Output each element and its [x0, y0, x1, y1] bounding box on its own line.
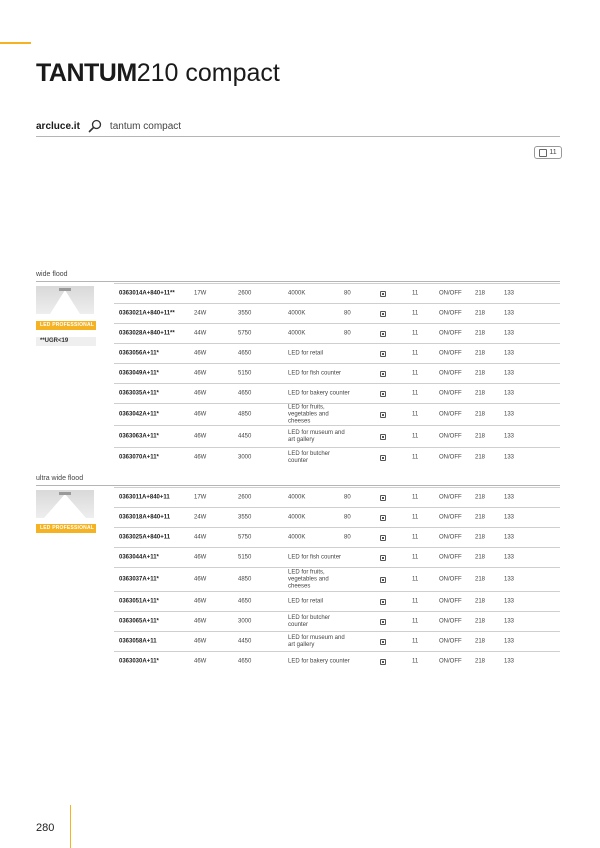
driver-type: ON/OFF	[439, 638, 462, 644]
product-code: 0363070A+11*	[119, 454, 159, 460]
driver-type: ON/OFF	[439, 290, 462, 296]
ip-rating-icon	[380, 371, 386, 377]
lumen-output: 4650	[238, 598, 252, 604]
accent-bar	[0, 42, 31, 44]
ip-rating: 11	[412, 618, 419, 624]
table-row	[114, 527, 560, 547]
title-model: 210 compact	[136, 59, 280, 87]
dimension-2: 133	[504, 290, 515, 296]
page-title	[36, 58, 280, 88]
site-row	[36, 117, 181, 135]
dimension-1: 218	[475, 514, 486, 520]
lumen-output: 4650	[238, 658, 252, 664]
wattage: 24W	[194, 310, 207, 316]
wattage: 46W	[194, 411, 207, 417]
dimension-2: 133	[504, 370, 515, 376]
color-temperature: LED for fruits, vegetables and cheeses	[288, 569, 329, 589]
table-row	[114, 383, 560, 403]
product-code: 0363030A+11*	[119, 658, 159, 664]
wattage: 46W	[194, 370, 207, 376]
ip-rating-icon	[380, 495, 386, 501]
product-code: 0363049A+11*	[119, 370, 159, 376]
driver-type: ON/OFF	[439, 411, 462, 417]
product-link[interactable]: tantum compact	[109, 120, 182, 132]
driver-type: ON/OFF	[439, 310, 462, 316]
color-temperature: 4000K	[288, 494, 306, 500]
search-icon[interactable]	[88, 119, 102, 133]
dimension-2: 133	[504, 310, 515, 316]
color-temperature: LED for butcher counter	[288, 450, 331, 464]
ip-rating-icon	[380, 555, 386, 561]
dimension-1: 218	[475, 454, 486, 460]
lumen-output: 3000	[238, 618, 252, 624]
lumen-output: 4850	[238, 576, 252, 582]
lumen-output: 3550	[238, 310, 252, 316]
color-temperature: LED for fruits, vegetables and cheeses	[288, 404, 329, 424]
dimension-2: 133	[504, 330, 515, 336]
dimension-1: 218	[475, 330, 486, 336]
badge-number: 11	[549, 149, 557, 156]
driver-type: ON/OFF	[439, 658, 462, 664]
dimension-1: 218	[475, 638, 486, 644]
product-table-wide-flood	[114, 283, 560, 467]
color-temperature: 4000K	[288, 290, 306, 296]
ip-rating: 11	[412, 370, 419, 376]
lumen-output: 5750	[238, 330, 252, 336]
ip-rating-icon	[380, 599, 386, 605]
dimension-1: 218	[475, 411, 486, 417]
cri-value: 80	[344, 290, 351, 296]
product-code: 0363018A+840+11	[119, 514, 171, 520]
ip-rating-icon	[380, 331, 386, 337]
product-code: 0363014A+840+11**	[119, 290, 175, 296]
wattage: 44W	[194, 330, 207, 336]
table-row	[114, 283, 560, 303]
driver-type: ON/OFF	[439, 330, 462, 336]
table-row	[114, 651, 560, 671]
table-row	[114, 303, 560, 323]
product-code: 0363037A+11*	[119, 576, 159, 582]
wattage: 44W	[194, 534, 207, 540]
product-code: 0363051A+11*	[119, 598, 159, 604]
driver-type: ON/OFF	[439, 576, 462, 582]
product-code: 0363021A+840+11**	[119, 310, 175, 316]
ip-rating-icon	[380, 639, 386, 645]
ip-rating-icon	[380, 412, 386, 418]
dimension-1: 218	[475, 534, 486, 540]
ip-rating-icon	[380, 535, 386, 541]
product-image-wide-flood	[36, 286, 94, 314]
driver-type: ON/OFF	[439, 454, 462, 460]
lumen-output: 2600	[238, 290, 252, 296]
table-row	[114, 547, 560, 567]
ip-rating: 11	[412, 554, 419, 560]
color-temperature: LED for fish counter	[288, 370, 342, 376]
color-temperature: 4000K	[288, 534, 306, 540]
title-brand: TANTUM	[36, 59, 137, 87]
ip-rating-icon	[380, 291, 386, 297]
product-code: 0363042A+11*	[119, 411, 159, 417]
lumen-output: 4650	[238, 350, 252, 356]
product-image-ultra-wide-flood	[36, 490, 94, 518]
cri-value: 80	[344, 310, 351, 316]
dimension-2: 133	[504, 598, 515, 604]
product-code: 0363035A+11*	[119, 390, 159, 396]
wattage: 17W	[194, 290, 207, 296]
color-temperature: LED for museum and art gallery	[288, 634, 345, 648]
dimension-2: 133	[504, 658, 515, 664]
color-temperature: LED for bakery counter	[288, 658, 350, 664]
dimension-1: 218	[475, 618, 486, 624]
color-temperature: LED for butcher counter	[288, 614, 331, 628]
product-code: 0363058A+11	[119, 638, 157, 644]
ip-rating-icon	[380, 455, 386, 461]
driver-type: ON/OFF	[439, 554, 462, 560]
ip-rating: 11	[412, 290, 419, 296]
site-link[interactable]: arcluce.it	[36, 120, 80, 132]
wattage: 46W	[194, 350, 207, 356]
color-temperature: 4000K	[288, 330, 306, 336]
ip-rating-icon	[380, 659, 386, 665]
driver-type: ON/OFF	[439, 494, 462, 500]
ip-rating-icon	[380, 434, 386, 440]
ip-rating-icon	[380, 351, 386, 357]
dimension-2: 133	[504, 411, 515, 417]
dimension-1: 218	[475, 433, 486, 439]
dimension-1: 218	[475, 494, 486, 500]
ip-rating: 11	[412, 433, 419, 439]
product-code: 0363044A+11*	[119, 554, 159, 560]
ip-rating-icon	[380, 391, 386, 397]
table-row	[114, 403, 560, 425]
ip-rating: 11	[412, 390, 419, 396]
table-row	[114, 425, 560, 447]
ip-rating: 11	[412, 576, 419, 582]
color-temperature: LED for bakery counter	[288, 390, 350, 396]
wattage: 24W	[194, 514, 207, 520]
dimension-2: 133	[504, 514, 515, 520]
wattage: 46W	[194, 554, 207, 560]
dimension-2: 133	[504, 534, 515, 540]
dimension-1: 218	[475, 598, 486, 604]
lumen-output: 4650	[238, 390, 252, 396]
color-temperature: LED for museum and art gallery	[288, 429, 345, 443]
ip-rating: 11	[412, 534, 419, 540]
table-row	[114, 487, 560, 507]
section-divider	[36, 281, 560, 282]
led-professional-badge: LED PROFESSIONAL	[36, 524, 96, 533]
lumen-output: 4450	[238, 433, 252, 439]
ip-rating: 11	[412, 411, 419, 417]
lumen-output: 5750	[238, 534, 252, 540]
ip-rating: 11	[412, 330, 419, 336]
section-title-wide-flood: wide flood	[36, 271, 68, 278]
wattage: 46W	[194, 638, 207, 644]
dimension-1: 218	[475, 554, 486, 560]
ip-rating: 11	[412, 598, 419, 604]
section-title-ultra-wide-flood: ultra wide flood	[36, 475, 84, 482]
wattage: 46W	[194, 576, 207, 582]
color-temperature: LED for retail	[288, 350, 324, 356]
dimension-1: 218	[475, 658, 486, 664]
ip-rating-icon	[380, 311, 386, 317]
driver-type: ON/OFF	[439, 390, 462, 396]
dimension-1: 218	[475, 310, 486, 316]
driver-type: ON/OFF	[439, 598, 462, 604]
section-divider	[36, 485, 560, 486]
cri-value: 80	[344, 514, 351, 520]
lumen-output: 5150	[238, 370, 252, 376]
driver-type: ON/OFF	[439, 534, 462, 540]
wattage: 46W	[194, 454, 207, 460]
dimension-2: 133	[504, 554, 515, 560]
table-row	[114, 343, 560, 363]
lumen-output: 3550	[238, 514, 252, 520]
dimension-2: 133	[504, 576, 515, 582]
ip-rating: 11	[412, 454, 419, 460]
cri-value: 80	[344, 534, 351, 540]
dimension-2: 133	[504, 618, 515, 624]
product-code: 0363011A+840+11	[119, 494, 170, 500]
dimension-2: 133	[504, 433, 515, 439]
page-badge	[534, 146, 562, 159]
table-row	[114, 591, 560, 611]
ip-rating-icon	[380, 619, 386, 625]
table-row	[114, 611, 560, 631]
divider	[36, 136, 560, 137]
cri-value: 80	[344, 494, 351, 500]
driver-type: ON/OFF	[439, 433, 462, 439]
dimension-1: 218	[475, 350, 486, 356]
driver-type: ON/OFF	[439, 514, 462, 520]
lumen-output: 2600	[238, 494, 252, 500]
table-row	[114, 507, 560, 527]
table-row	[114, 567, 560, 591]
lumen-output: 4850	[238, 411, 252, 417]
product-code: 0363063A+11*	[119, 433, 159, 439]
wattage: 46W	[194, 433, 207, 439]
ip-rating: 11	[412, 494, 419, 500]
dimension-2: 133	[504, 494, 515, 500]
color-temperature: 4000K	[288, 310, 306, 316]
color-temperature: LED for retail	[288, 598, 324, 604]
dimension-1: 218	[475, 390, 486, 396]
dimension-2: 133	[504, 454, 515, 460]
ugr-note: **UGR<19	[36, 337, 96, 346]
driver-type: ON/OFF	[439, 350, 462, 356]
table-row	[114, 447, 560, 467]
product-code: 0363025A+840+11	[119, 534, 171, 540]
color-temperature: 4000K	[288, 514, 306, 520]
product-code: 0363056A+11*	[119, 350, 159, 356]
ip-rating: 11	[412, 638, 419, 644]
footer-accent	[70, 805, 71, 848]
dimension-2: 133	[504, 638, 515, 644]
color-temperature: LED for fish counter	[288, 554, 342, 560]
wattage: 46W	[194, 618, 207, 624]
table-row	[114, 323, 560, 343]
dimension-1: 218	[475, 290, 486, 296]
ip-rating: 11	[412, 350, 419, 356]
table-row	[114, 363, 560, 383]
lumen-output: 4450	[238, 638, 252, 644]
ip-rating: 11	[412, 514, 419, 520]
wattage: 46W	[194, 390, 207, 396]
lumen-output: 5150	[238, 554, 252, 560]
product-code: 0363028A+840+11**	[119, 330, 175, 336]
product-table-ultra-wide-flood	[114, 487, 560, 671]
driver-type: ON/OFF	[439, 618, 462, 624]
dimension-2: 133	[504, 390, 515, 396]
ip-rating-icon	[380, 515, 386, 521]
ip-rating-icon	[380, 577, 386, 583]
page-number: 280	[36, 822, 55, 834]
dimension-1: 218	[475, 370, 486, 376]
cube-icon	[539, 149, 547, 157]
wattage: 17W	[194, 494, 207, 500]
led-professional-badge: LED PROFESSIONAL	[36, 321, 96, 330]
cri-value: 80	[344, 330, 351, 336]
lumen-output: 3000	[238, 454, 252, 460]
wattage: 46W	[194, 598, 207, 604]
driver-type: ON/OFF	[439, 370, 462, 376]
dimension-2: 133	[504, 350, 515, 356]
wattage: 46W	[194, 658, 207, 664]
ip-rating: 11	[412, 310, 419, 316]
table-row	[114, 631, 560, 651]
ip-rating: 11	[412, 658, 419, 664]
product-code: 0363065A+11*	[119, 618, 159, 624]
dimension-1: 218	[475, 576, 486, 582]
